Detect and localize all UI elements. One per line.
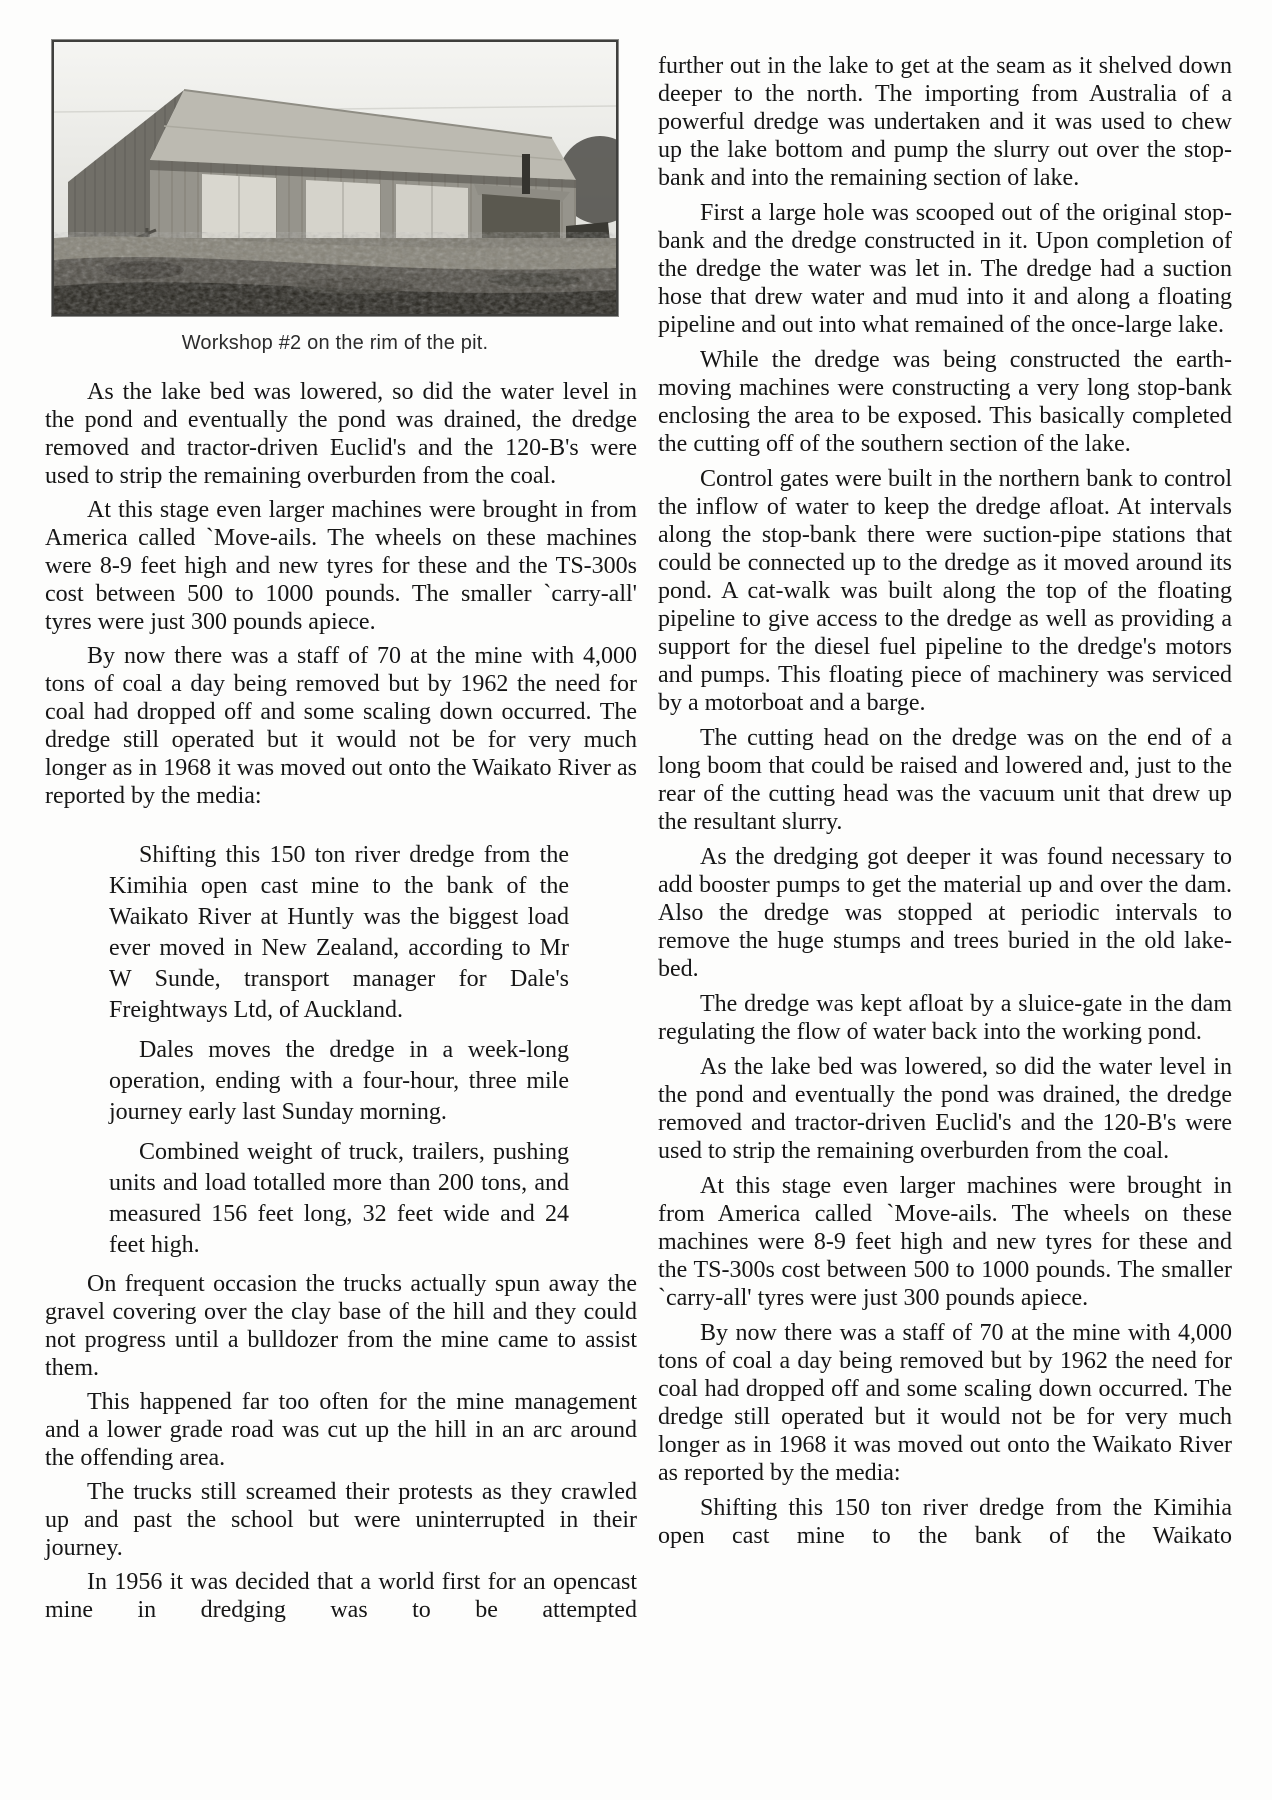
paragraph: In 1956 it was decided that a world first for an opencast mine in dredging was to be attempted	[45, 1569, 637, 1623]
right-column	[658, 52, 1232, 1557]
paragraph: At this stage even larger machines were brought in from America called `Move-ails. The wheels on these machines were 8-9 feet high and new tyres for these and the TS-300s cost between 500 to 1000 pounds. The smaller `carry-all' tyres were just 300 pounds apiece.	[45, 497, 637, 635]
workshop-photo-illustration	[54, 42, 616, 314]
paragraph: As the lake bed was lowered, so did the water level in the pond and eventually the pond was drained, the dredge removed and tractor-driven Euclid's and the 120-B's were used to strip the remaining overburden from the coal.	[45, 379, 637, 489]
quote-paragraph: Shifting this 150 ton river dredge from the Kimihia open cast mine to the bank of the Waikato River at Huntly was the biggest load ever moved in New Zealand, according to Mr W Sunde, transport manager for Dale's Freightways Ltd, of Auckland.	[109, 842, 569, 1023]
photo-frame	[52, 40, 618, 316]
paragraph: further out in the lake to get at the seam as it shelved down deeper to the north. The importing from Australia of a powerful dredge was undertaken and it was used to chew up the lake bottom and pump the slurry out over the stop-bank and into the remaining section of lake.	[658, 53, 1232, 191]
paragraph: While the dredge was being constructed the earth-moving machines were constructing a very long stop-bank enclosing the area to be exposed. This basically completed the cutting off of the southern section of the lake.	[658, 347, 1232, 457]
photo-ground-texture	[54, 232, 616, 314]
paragraph: As the dredging got deeper it was found necessary to add booster pumps to get the material up and over the dam. Also the dredge was stopped at periodic intervals to remove the huge stumps and trees buried in the old lake-bed.	[658, 844, 1232, 982]
photo-caption: Workshop #2 on the rim of the pit.	[181, 332, 489, 354]
paragraph: At this stage even larger machines were brought in from America called `Move-ails. The wheels on these machines were 8-9 feet high and new tyres for these and the TS-300s cost between 500 to 1000 pounds. The smaller `carry-all' tyres were just 300 pounds apiece.	[658, 1173, 1232, 1311]
paragraph: As the lake bed was lowered, so did the water level in the pond and eventually the pond was drained, the dredge removed and tractor-driven Euclid's and the 120-B's were used to strip the remaining overburden from the coal.	[658, 1054, 1232, 1164]
quote-paragraph: Dales moves the dredge in a week-long operation, ending with a four-hour, three mile journey early last Sunday morning.	[109, 1037, 569, 1125]
paragraph: The dredge was kept afloat by a sluice-gate in the dam regulating the flow of water back into the working pond.	[658, 991, 1232, 1045]
paragraph: By now there was a staff of 70 at the mine with 4,000 tons of coal a day being removed but by 1962 the need for coal had dropped off and some scaling down occurred. The dredge still operated but it would not be for very much longer as in 1968 it was moved out onto the Waikato River as reported by the media:	[658, 1320, 1232, 1486]
paragraph: This happened far too often for the mine management and a lower grade road was cut up the hill in an arc around the offending area.	[45, 1389, 637, 1471]
paragraph: The trucks still screamed their protests as they crawled up and past the school but were uninterrupted in their journey.	[45, 1479, 637, 1561]
news-quote-block	[45, 840, 637, 1261]
paragraph: By now there was a staff of 70 at the mine with 4,000 tons of coal a day being removed but by 1962 the need for coal had dropped off and some scaling down occurred. The dredge still operated but it would not be for very much longer as in 1968 it was moved out onto the Waikato River as reported by the media:	[45, 643, 637, 809]
left-column	[45, 378, 637, 1630]
photo-figure	[52, 40, 618, 355]
paragraph: The cutting head on the dredge was on the end of a long boom that could be raised and lowered and, just to the rear of the cutting head was the vacuum unit that drew up the resultant slurry.	[658, 725, 1232, 835]
photo-pipe	[522, 154, 530, 194]
paragraph: First a large hole was scooped out of the original stop-bank and the dredge constructed in it. Upon completion of the dredge the water was let in. The dredge had a suction hose that drew water and mud into it and along a floating pipeline and out into what remained of the once-large lake.	[658, 200, 1232, 338]
paragraph: On frequent occasion the trucks actually spun away the gravel covering over the clay base of the hill and they could not progress until a bulldozer from the mine came to assist them.	[45, 1271, 637, 1381]
paragraph: Shifting this 150 ton river dredge from the Kimihia open cast mine to the bank of the Waikato	[658, 1495, 1232, 1549]
paragraph: Control gates were built in the northern bank to control the inflow of water to keep the dredge afloat. At intervals along the stop-bank there were suction-pipe stations that could be connected up to the dredge as it moved around its pond. A cat-walk was built along the top of the floating pipeline to give access to the dredge as well as providing a support for the diesel fuel pipeline to the dredge's motors and pumps. This floating piece of machinery was serviced by a motorboat and a barge.	[658, 466, 1232, 716]
quote-paragraph: Combined weight of truck, trailers, pushing units and load totalled more than 200 tons, and measured 156 feet long, 32 feet wide and 24 feet high.	[109, 1139, 569, 1258]
